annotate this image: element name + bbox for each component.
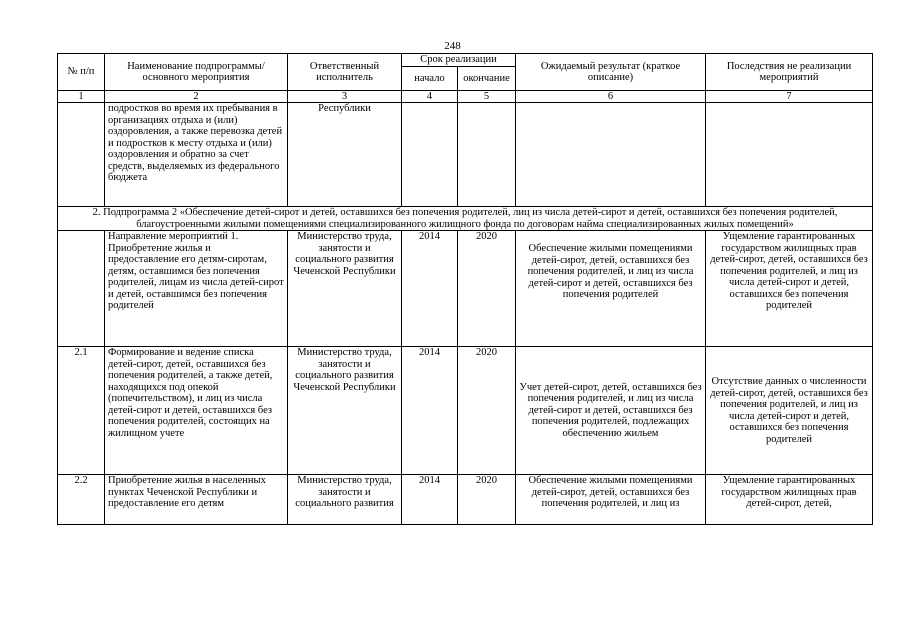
header-num: № п/п: [58, 54, 105, 91]
section-row: [58, 207, 873, 231]
column-number: 4: [402, 91, 458, 103]
program-table: [57, 53, 873, 525]
row-end: [458, 103, 516, 207]
column-number: 6: [516, 91, 706, 103]
row-start: 2014: [402, 475, 458, 525]
row-result: [516, 103, 706, 207]
table-row: [58, 347, 873, 475]
row-end: 2020: [458, 231, 516, 347]
row-name: Приобретение жилья в населенных пунктах Чеченской Республики и предоставление его детям: [105, 475, 288, 525]
section-title: 2. Подпрограмма 2 «Обеспечение детей-сирот и детей, оставшихся без попечения родителей, лиц из числа детей-сирот и детей, оставшихся без попечения родителей, благоустроенными жилыми помещениями специализированного жилищного фонда по договорам найма специализированных жилых помещений»: [58, 207, 873, 231]
row-name: подростков во время их пребывания в организациях отдыха и (или) оздоровления, а также перевозка детей и подростков к месту отдыха и (или) оздоровления и обратно за счет средств, выделяемых из федерального бюджета: [105, 103, 288, 207]
row-num: [58, 103, 105, 207]
column-number: 2: [105, 91, 288, 103]
row-start: 2014: [402, 347, 458, 475]
row-responsible: Министерство труда, занятости и социального развития: [288, 475, 402, 525]
row-name: Формирование и ведение списка детей-сирот, детей, оставшихся без попечения родителей, а также детей, находящихся под опекой (попечительством), и лиц из числа детей-сирот и детей, оставшихся без попечения родителей, состоящих на жилищном учете: [105, 347, 288, 475]
row-num: 2.2: [58, 475, 105, 525]
table-row: [58, 103, 873, 207]
row-end: 2020: [458, 475, 516, 525]
page-number: 248: [444, 40, 461, 52]
column-number-row: [58, 91, 873, 103]
row-result: Учет детей-сирот, детей, оставшихся без попечения родителей, и лиц из числа детей-сирот и детей, оставшихся без попечения родителей, подлежащих обеспечению жильем: [516, 347, 706, 475]
row-start: [402, 103, 458, 207]
header-result: Ожидаемый результат (краткое описание): [516, 54, 706, 91]
column-number: 1: [58, 91, 105, 103]
row-responsible: Министерство труда, занятости и социального развития Чеченской Республики: [288, 231, 402, 347]
row-consequences: Отсутствие данных о численности детей-сирот, детей, оставшихся без попечения родителей, и лиц из числа детей-сирот и детей, оставшихся без попечения родителей: [706, 347, 873, 475]
row-result: Обеспечение жилыми помещениями детей-сирот, детей, оставшихся без попечения родителей, и лиц из числа детей-сирот и детей, оставшихся без попечения родителей: [516, 231, 706, 347]
header-consequences: Последствия не реализации мероприятий: [706, 54, 873, 91]
header-start: начало: [402, 67, 458, 91]
row-start: 2014: [402, 231, 458, 347]
header-row: [58, 54, 873, 67]
column-number: 5: [458, 91, 516, 103]
row-num: 2.1: [58, 347, 105, 475]
row-result: Обеспечение жилыми помещениями детей-сирот, детей, оставшихся без попечения родителей, и лиц из: [516, 475, 706, 525]
column-number: 3: [288, 91, 402, 103]
header-responsible: Ответственный исполнитель: [288, 54, 402, 91]
header-name: Наименование подпрограммы/ основного мероприятия: [105, 54, 288, 91]
column-number: 7: [706, 91, 873, 103]
header-term: Срок реализации: [402, 54, 516, 67]
row-name: Направление мероприятий 1. Приобретение жилья и предоставление его детям-сиротам, детям, оставшимся без попечения родителей, лицам из числа детей-сирот и детей, оставшимся без попечения родителей: [105, 231, 288, 347]
row-end: 2020: [458, 347, 516, 475]
row-consequences: [706, 103, 873, 207]
row-responsible: Министерство труда, занятости и социального развития Чеченской Республики: [288, 347, 402, 475]
row-num: [58, 231, 105, 347]
table-row: [58, 475, 873, 525]
table-row: [58, 231, 873, 347]
row-consequences: Ущемление гарантированных государством жилищных прав детей-сирот, детей,: [706, 475, 873, 525]
header-end: окончание: [458, 67, 516, 91]
row-consequences: Ущемление гарантированных государством жилищных прав детей-сирот, детей, оставшихся без попечения родителей, и лиц из числа детей-сирот и детей, оставшихся без попечения родителей: [706, 231, 873, 347]
row-responsible: Республики: [288, 103, 402, 207]
